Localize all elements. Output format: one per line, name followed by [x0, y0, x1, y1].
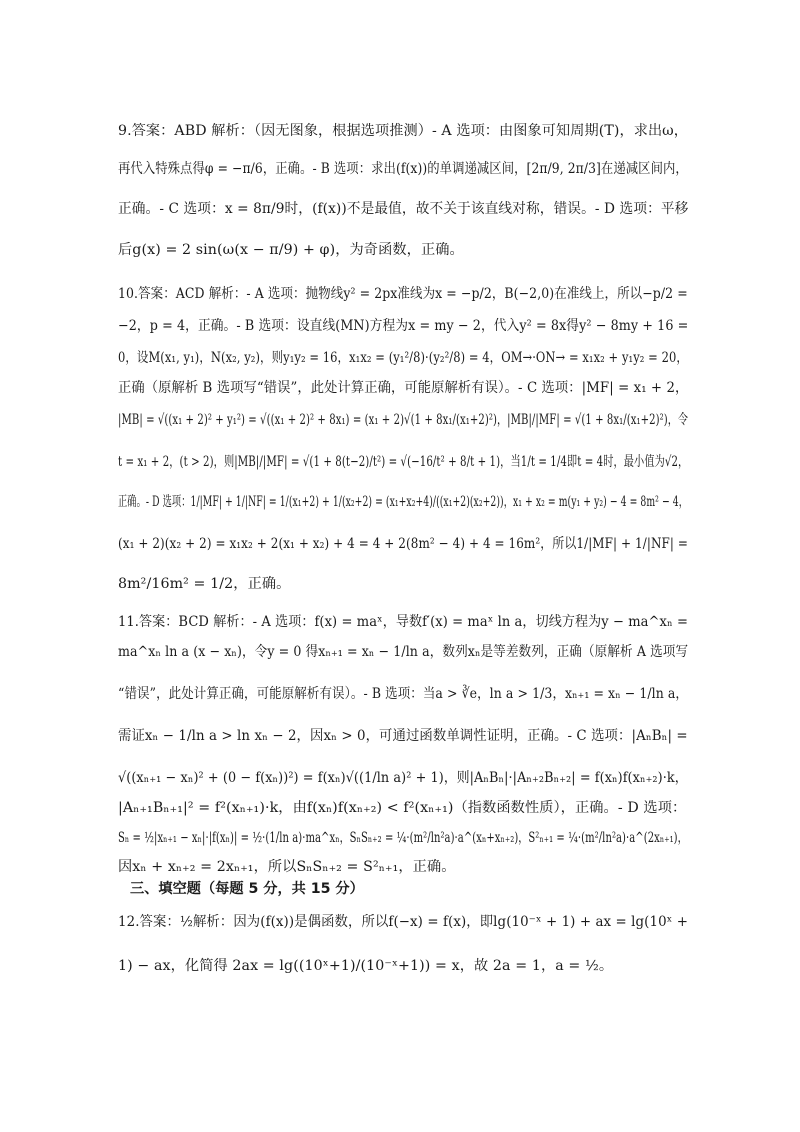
q9-line-4: 后g(x) = 2 sin(ω(x − π/9) + φ)，为奇函数，正确。	[118, 242, 464, 258]
q11-line-5: √((xₙ₊₁ − xₙ)² + (0 − f(xₙ))²) = f(xₙ)√((1/ln a)² + 1)，则|AₙBₙ|·|Aₙ₊₂Bₙ₊₂| = f(xₙ)f(xₙ₊₂)·k，	[118, 770, 688, 786]
q10-line-5: |MB| = √((x₁ + 2)² + y₁²) = √((x₁ + 2)² + 8x₁) = (x₁ + 2)√(1 + 8x₁/(x₁+2)²)，|MB|/|MF| = √(1 + 8x₁/(x₁+2)²)，令	[118, 412, 688, 428]
q11-line-2: ma^xₙ ln a (x − xₙ)，令y = 0 得xₙ₊₁ = xₙ − 1/ln a，数列xₙ是等差数列，正确（原解析 A 选项写	[118, 644, 689, 660]
q10-line-2: −2，p = 4，正确。- B 选项：设直线(MN)方程为x = my − 2，代入y² = 8x得y² − 8my + 16 =	[118, 318, 688, 334]
q11-line-8: 因xₙ + xₙ₊₂ = 2xₙ₊₁，所以SₙSₙ₊₂ = S²ₙ₊₁，正确。	[118, 859, 456, 875]
q11-line-7: Sₙ = ½|xₙ₊₁ − xₙ|·|f(xₙ)| = ½·(1/ln a)·ma^xₙ，SₙSₙ₊₂ = ¼·(m²/ln²a)·a^(xₙ+xₙ₊₂)，S²ₙ₊₁ = ¼·(m²/ln²a)·a^(2xₙ₊₁)，	[118, 830, 688, 846]
q11-line-1: 11.答案：BCD 解析：- A 选项：f(x) = maˣ，导数f′(x) = maˣ ln a，切线方程为y − ma^xₙ =	[118, 614, 688, 630]
q10-line-6: t = x₁ + 2，(t > 2)，则|MB|/|MF| = √(1 + 8(t−2)/t²) = √(−16/t² + 8/t + 1)，当1/t = 1/4即t = 4时，最小值为√2，	[118, 454, 689, 470]
q9-line-2: 再代入特殊点得φ = −π/6，正确。- B 选项：求出(f(x))的单调递减区间，[2π/9, 2π/3]在递减区间内，	[118, 161, 688, 177]
q10-line-8: (x₁ + 2)(x₂ + 2) = x₁x₂ + 2(x₁ + x₂) + 4 = 4 + 2(8m² − 4) + 4 = 16m²，所以1/|MF| + 1/|NF| =	[118, 536, 689, 552]
q9-line-1: 9.答案：ABD 解析：（因无图象，根据选项推测）- A 选项：由图象可知周期(T)，求出ω，	[118, 123, 688, 139]
q11-line-4: 需证xₙ − 1/ln a > ln xₙ − 2，因xₙ > 0，可通过函数单调性证明，正确。- C 选项：|AₙBₙ| =	[118, 728, 688, 744]
q10-line-3: 0，设M(x₁, y₁)，N(x₂, y₂)，则y₁y₂ = 16，x₁x₂ = (y₁²/8)·(y₂²/8) = 4，OM→·ON→ = x₁x₂ + y₁y₂ = 20，	[118, 350, 688, 366]
q10-line-7: 正确。- D 选项：1/|MF| + 1/|NF| = 1/(x₁+2) + 1/(x₂+2) = (x₁+x₂+4)/((x₁+2)(x₂+2))，x₁ + x₂ = m(y₁ + y₂) − 4 = 8m² − 4，	[118, 494, 688, 510]
q10-line-4: 正确（原解析 B 选项写“错误”，此处计算正确，可能原解析有误）。- C 选项：|MF| = x₁ + 2，	[118, 380, 689, 396]
q10-line-9: 8m²/16m² = 1/2，正确。	[118, 576, 291, 592]
q12-line-2: 1) − ax，化简得 2ax = lg((10ˣ+1)/(10⁻ˣ+1)) = x，故 2a = 1，a = ½。	[118, 958, 614, 974]
q10-line-1: 10.答案：ACD 解析：- A 选项：抛物线y² = 2px准线为x = −p/2，B(−2,0)在准线上，所以−p/2 =	[118, 286, 688, 302]
q12-line-1: 12.答案：½解析：因为(f(x))是偶函数，所以f(−x) = f(x)，即lg(10⁻ˣ + 1) + ax = lg(10ˣ +	[118, 914, 688, 930]
q9-line-3: 正确。- C 选项：x = 8π/9时，(f(x))不是最值，故不关于该直线对称，错误。- D 选项：平移	[118, 201, 689, 217]
section-heading-fill-in: 三、填空题（每题 5 分，共 15 分）	[130, 881, 364, 897]
q11-line-3: “错误”，此处计算正确，可能原解析有误）。- B 选项：当a > ∛e，ln a > 1/3，xₙ₊₁ = xₙ − 1/ln a，	[118, 686, 688, 702]
q11-line-6: |Aₙ₊₁Bₙ₊₁|² = f²(xₙ₊₁)·k，由f(xₙ)f(xₙ₊₂) < f²(xₙ₊₁)（指数函数性质），正确。- D 选项：	[118, 800, 687, 816]
